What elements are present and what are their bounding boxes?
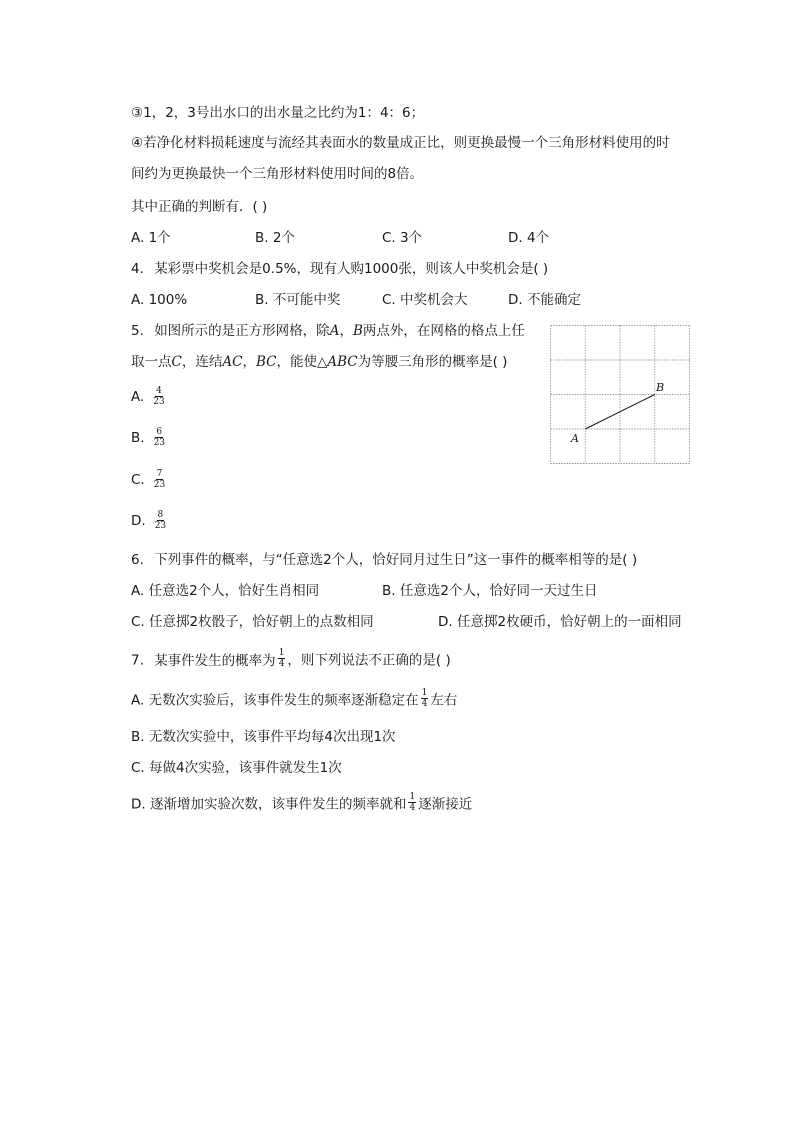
option-fraction [153,427,166,448]
option-fraction [154,510,167,531]
option-letter: A. [131,583,145,599]
option-letter: B. [131,429,145,446]
question-text: 下列事件的概率，与“任意选2个人，恰好同月过生日”这一事件的概率相等的是( ) [154,552,638,568]
prev-option-d[interactable] [508,229,549,247]
option-letter: B. [382,583,396,599]
q6-option-c[interactable] [131,613,374,631]
option-fraction [153,469,166,490]
option-letter: B. [131,729,145,745]
option-letter: D. [508,230,523,246]
q4-option-c[interactable] [382,291,468,309]
option-letter: B. [255,230,269,246]
fraction-numerator: 6 [156,427,163,437]
option-fraction [421,688,429,709]
option-text: 任意掷2枚骰子，恰好朝上的点数相同 [149,614,374,630]
fraction-numerator: 1 [421,688,428,698]
question-text: ，能使 [276,354,317,370]
q7-option-a[interactable] [131,690,457,711]
fraction-denominator: 4 [278,659,285,669]
q7-option-d[interactable] [131,794,472,815]
q5-option-a[interactable] [131,386,168,407]
math-var-c: C [171,354,182,370]
option-text: 任意选2个人，恰好生肖相同 [148,583,320,599]
question-text: 为等腰三角形的概率是( ) [357,354,508,370]
fraction-denominator: 23 [153,438,166,448]
fraction-numerator: 1 [278,648,285,658]
statement-4-line-2: 间约为更换最快一个三角形材料使用时间的8倍。 [131,166,424,182]
prev-option-c[interactable] [382,229,422,247]
option-text: 不能确定 [526,292,581,308]
option-text: 任意选2个人，恰好同一天过生日 [399,583,598,599]
option-letter: A. [131,692,145,709]
q7-option-c[interactable] [131,759,342,777]
option-letter: C. [131,614,145,630]
q4-option-b[interactable] [255,291,340,309]
stem-fraction [278,648,286,669]
fraction-denominator: 4 [409,803,416,813]
option-text: 不可能中奖 [272,292,341,308]
q4-option-d[interactable] [508,291,581,309]
option-letter: B. [255,292,269,308]
prev-question-prompt: 其中正确的判断有．( ) [131,199,268,215]
option-fraction [408,792,416,813]
question-text: ，则下列说法不正确的是( ) [287,652,451,669]
q5-grid-figure [550,325,691,465]
math-seg-bc: BC [255,354,277,370]
question-text: 两点外，在网格的格点上任 [362,323,525,339]
fraction-denominator: 23 [153,397,165,407]
question-text: 某彩票中奖机会是0.5%，现有人购1000张，则该人中奖机会是( ) [154,261,549,277]
math-triangle-abc: △ABC [316,354,358,370]
option-letter: D. [131,512,146,529]
option-letter: A. [131,292,145,308]
option-text: 4个 [526,230,550,246]
option-letter: A. [131,388,145,405]
option-letter: D. [508,292,523,308]
question-5-stem-line-1 [131,322,525,340]
option-fraction [152,386,165,407]
option-letter: C. [382,292,396,308]
fraction-denominator: 4 [421,699,428,709]
q6-option-a[interactable] [131,582,319,600]
option-letter: C. [131,760,145,776]
separator: ， [339,323,353,339]
fraction-denominator: 23 [154,521,167,531]
option-text: 无数次实验中，该事件平均每4次出现1次 [148,729,396,745]
q5-option-b[interactable] [131,427,168,448]
option-text: 2个 [272,230,295,246]
fraction-numerator: 7 [156,469,163,479]
math-var-a: A [329,323,340,339]
option-text: 无数次实验后，该事件发生的频率逐渐稳定在 [148,692,419,709]
question-6-stem [131,551,637,569]
q5-option-c[interactable] [131,469,168,490]
math-var-b: B [352,323,363,339]
q6-option-b[interactable] [382,582,597,600]
option-letter: C. [382,230,396,246]
option-text: 任意掷2枚硬币，恰好朝上的一面相同 [456,614,682,630]
option-text: 逐渐接近 [418,796,473,813]
question-4-stem [131,260,548,278]
prev-option-b[interactable] [255,229,295,247]
question-text: ，连结 [181,354,223,370]
question-number: 5. [131,323,144,339]
q7-option-b[interactable] [131,728,396,746]
point-b-label: B [656,381,665,394]
option-letter: A. [131,230,145,246]
question-number: 6. [131,552,144,568]
question-text: 如图所示的是正方形网格，除 [154,323,330,339]
option-letter: D. [438,614,453,630]
question-7-stem [131,650,451,671]
q5-option-d[interactable] [131,510,169,531]
question-number: 4. [131,261,144,277]
prev-option-a[interactable] [131,229,171,247]
question-text: 某事件发生的概率为 [154,652,276,669]
question-5-stem-line-2 [131,353,507,371]
statement-3: ③1，2，3号出水口的出水量之比约为1：4：6； [131,105,425,121]
separator: ， [242,354,256,370]
option-text: 1个 [148,230,171,246]
fraction-numerator: 4 [156,386,162,396]
fraction-numerator: 1 [409,792,416,802]
option-text: 每做4次实验，该事件就发生1次 [149,760,342,776]
fraction-denominator: 23 [153,480,166,490]
question-number: 7. [131,652,144,669]
option-text: 100% [148,292,188,308]
option-text: 3个 [400,230,423,246]
question-text: 取一点 [131,354,172,370]
option-text: 左右 [430,692,458,709]
q4-option-a[interactable] [131,291,187,309]
statement-4-line-1: ④若净化材料损耗速度与流经其表面水的数量成正比，则更换最慢一个三角形材料使用的时 [131,135,670,151]
option-letter: C. [131,471,145,488]
option-text: 逐渐增加实验次数，该事件发生的频率就和 [149,796,407,813]
option-text: 中奖机会大 [400,292,468,308]
option-letter: D. [131,796,146,813]
point-a-label: A [571,432,579,445]
math-seg-ac: AC [222,354,243,370]
fraction-numerator: 8 [157,510,164,520]
q6-option-d[interactable] [438,613,682,631]
